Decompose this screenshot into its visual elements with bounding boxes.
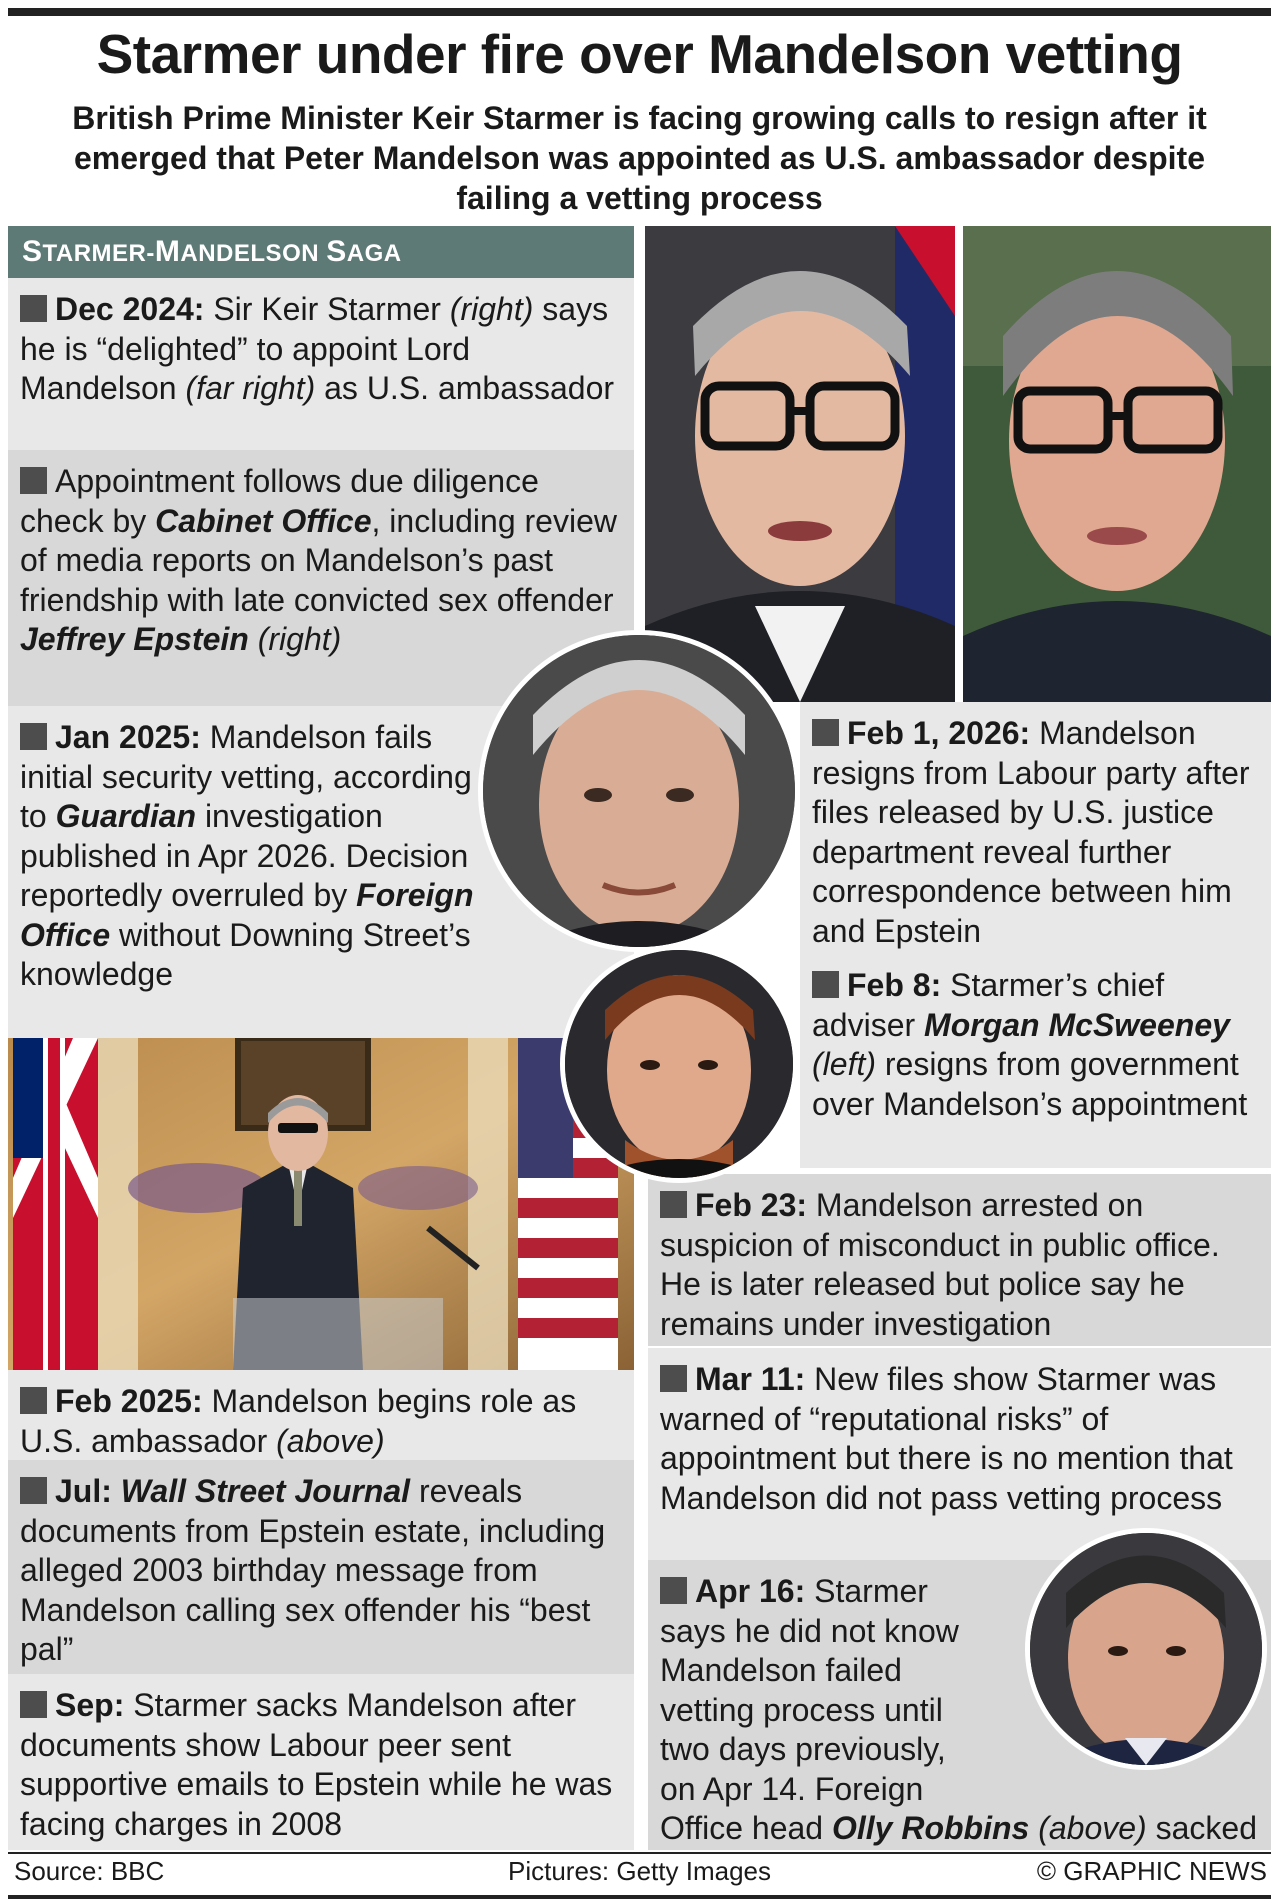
bullet-square: [20, 1691, 47, 1718]
event-feb-2025: Feb 2025: Mandelson begins role as U.S. ambassador (above): [8, 1370, 634, 1460]
bullet-square: [20, 723, 47, 750]
footer-rule: [8, 1852, 1271, 1854]
event-feb-1-2026: Feb 1, 2026: Mandelson resigns from Labour party after files released by U.S. justice department reveal further correspondence between him and Epstein: [800, 702, 1271, 954]
bullet-square: [20, 1387, 47, 1414]
top-rule: [8, 8, 1271, 16]
event-feb-8: Feb 8: Starmer’s chief adviser Morgan McSweeney (left) resigns from government over Mandelson’s appointment: [800, 954, 1271, 1168]
bullet-square: [660, 1577, 687, 1604]
photo-jeffrey-epstein: [478, 630, 800, 952]
photo-olly-robbins: [1025, 1528, 1267, 1770]
photo-peter-mandelson: [963, 226, 1271, 702]
event-dec-2024: Dec 2024: Sir Keir Starmer (right) says he is “delighted” to appoint Lord Mandelson (far right) as U.S. ambassador: [8, 278, 634, 450]
graphic-news-credit: © GRAPHIC NEWS: [1036, 1856, 1267, 1886]
source-credit: Source: BBC: [14, 1856, 165, 1886]
bullet-square: [812, 719, 839, 746]
bullet-square: [660, 1191, 687, 1218]
event-feb-23: Feb 23: Mandelson arrested on suspicion of misconduct in public office. He is later released but police say he remains under investigation: [648, 1174, 1271, 1346]
section-heading: STARMER-MANDELSON SAGA: [8, 226, 634, 278]
uk-flag-icon: [13, 1038, 98, 1370]
event-apr-16: Apr 16: Starmer says he did not know Mandelson failed vetting process until two days previously, on Apr 14. Foreign Office head Olly Robbins (above) sacked: [648, 1560, 1271, 1850]
bullet-square: [20, 295, 47, 322]
event-jan-2025: Jan 2025: Mandelson fails initial security vetting, according to Guardian investigation published in Apr 2026. Decision reportedly overruled by Foreign Office without Downing Street’s knowledge: [8, 706, 634, 1038]
event-jul: Jul: Wall Street Journal reveals documents from Epstein estate, including alleged 2003 birthday message from Mandelson calling sex offender his “best pal”: [8, 1460, 634, 1674]
event-mar-11: Mar 11: New files show Starmer was warned of “reputational risks” of appointment but there is no mention that Mandelson did not pass vetting process: [648, 1348, 1271, 1560]
bullet-square: [20, 1477, 47, 1504]
page-subtitle: British Prime Minister Keir Starmer is facing growing calls to resign after it emerged that Peter Mandelson was appointed as U.S. ambassador despite failing a vetting process: [72, 100, 1207, 216]
photo-morgan-mcsweeney: [560, 945, 798, 1183]
photo-mandelson-podium: [8, 1038, 634, 1370]
bottom-rule: [8, 1895, 1271, 1899]
event-sep: Sep: Starmer sacks Mandelson after documents show Labour peer sent supportive emails to Epstein while he was facing charges in 2008: [8, 1674, 634, 1850]
page-title: Starmer under fire over Mandelson vetting: [96, 23, 1183, 85]
bullet-square: [660, 1365, 687, 1392]
bullet-square: [812, 971, 839, 998]
photo-keir-starmer: [645, 226, 955, 702]
event-due-diligence: Appointment follows due diligence check by Cabinet Office, including review of media reports on Mandelson’s past friendship with late convicted sex offender Jeffrey Epstein (right): [8, 450, 634, 706]
pictures-credit: Pictures: Getty Images: [508, 1856, 771, 1886]
bullet-square: [20, 467, 47, 494]
